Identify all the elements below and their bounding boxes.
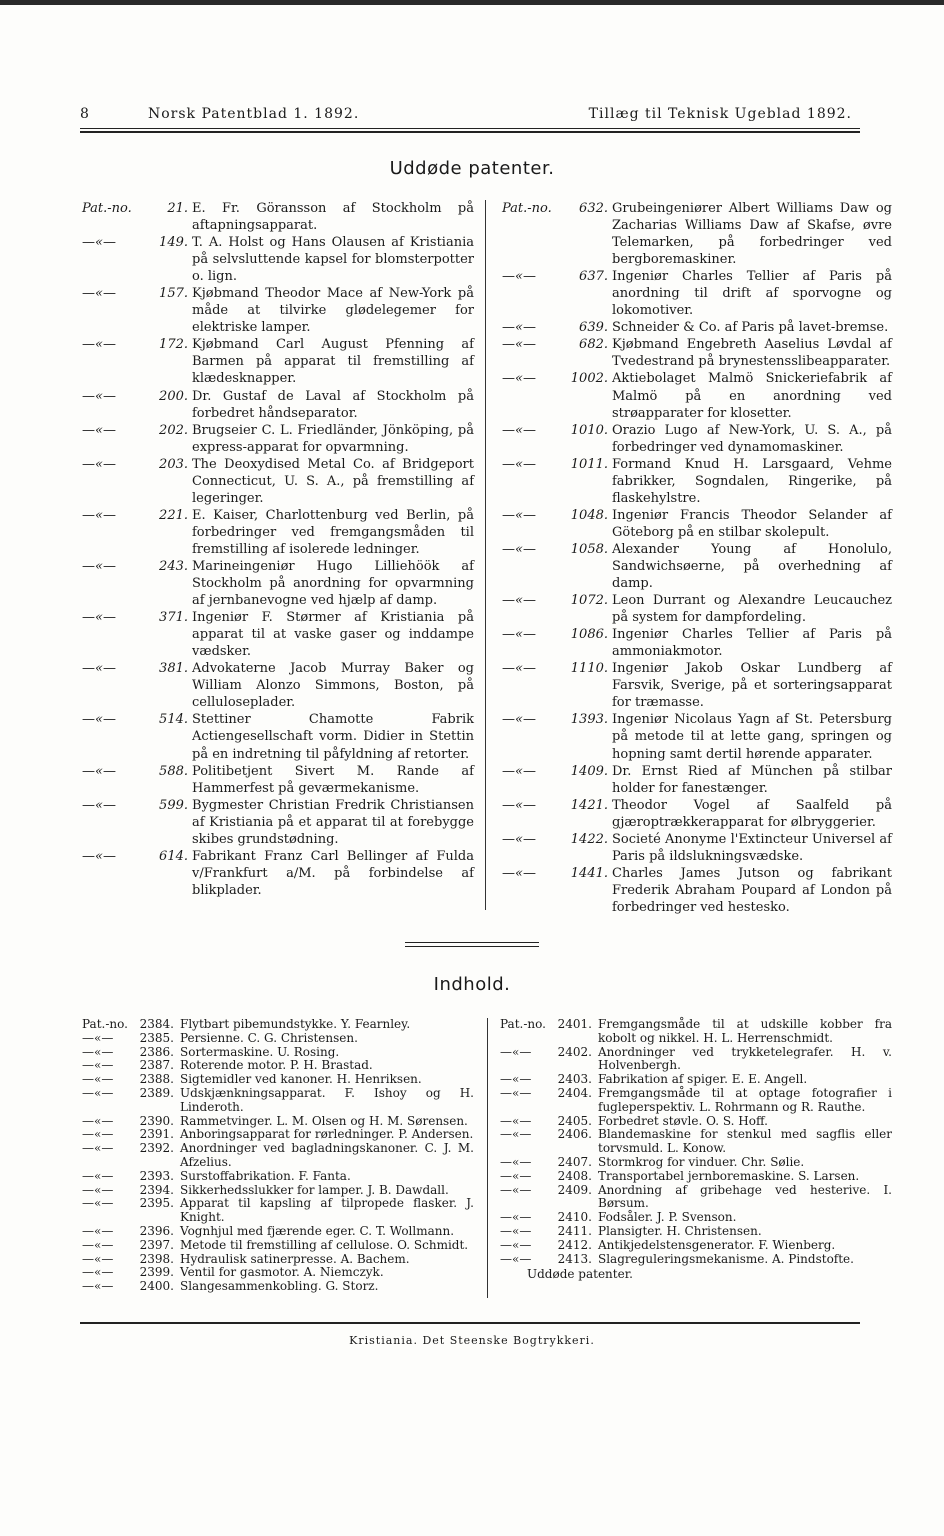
contents-entry-text: Anordning af gribehage ved hesterive. I. Børsum. xyxy=(598,1182,892,1211)
expired-patent-entry-label: Pat.-no. xyxy=(82,201,132,216)
expired-patent-entry-text: Ingeniør Francis Theodor Selander af Göteborg på en stilbar skolepult. xyxy=(612,507,892,540)
expired-patent-entry xyxy=(502,456,892,507)
contents-entry-label: —«— xyxy=(500,1251,532,1266)
expired-patent-entry-text: Theodor Vogel af Saalfeld på gjæroptrækkerapparat for ølbryggerier. xyxy=(612,797,892,830)
expired-patent-entry-label: —«— xyxy=(502,507,536,523)
contents-entry xyxy=(500,1115,892,1129)
expired-patent-entry xyxy=(502,422,892,456)
expired-patent-entry-label: —«— xyxy=(502,593,536,609)
contents-entry xyxy=(500,1253,892,1267)
expired-patent-entry-number: 172. xyxy=(159,337,188,353)
contents-entry-number: 2408. xyxy=(557,1168,592,1183)
contents-entry-number: 2404. xyxy=(557,1085,592,1100)
expired-patent-entry xyxy=(502,797,892,831)
contents-entry xyxy=(82,1087,474,1115)
contents-entry-label: —«— xyxy=(82,1072,114,1087)
expired-patent-entry-number: 203. xyxy=(159,456,188,472)
expired-patent-entry-label: Pat.-no. xyxy=(502,201,552,216)
contents-entry xyxy=(82,1018,474,1032)
expired-patent-entry-number: 202. xyxy=(159,422,188,438)
expired-patent-entry-text: Brugseier C. L. Friedländer, Jönköping, på express-apparat for opvarmning. xyxy=(192,422,474,455)
contents-entry-text: Surstoffabrikation. F. Fanta. xyxy=(180,1168,351,1183)
contents-entry-label: —«— xyxy=(82,1196,114,1211)
contents-entry xyxy=(82,1266,474,1280)
contents-entry-number: 2390. xyxy=(139,1113,174,1128)
expired-patent-entry xyxy=(82,848,474,899)
contents-entry xyxy=(82,1032,474,1046)
expired-patent-entry xyxy=(82,336,474,387)
expired-patent-entry xyxy=(502,831,892,865)
expired-patent-entry-label: —«— xyxy=(502,627,536,643)
expired-patent-entry-number: 1072. xyxy=(570,593,608,609)
expired-patent-entry-label: —«— xyxy=(82,763,116,779)
expired-patent-entry-label: —«— xyxy=(502,269,536,285)
expired-patent-entry xyxy=(502,200,892,268)
expired-patent-entry-number: 639. xyxy=(579,320,608,336)
contents-entry-text: Hydraulisk satinerpresse. A. Bachem. xyxy=(180,1251,410,1266)
contents-entry xyxy=(500,1073,892,1087)
contents-entry-number: 2401. xyxy=(557,1017,592,1031)
expired-patent-entry-number: 21. xyxy=(167,201,188,216)
contents-entry-text: Slagreguleringsmekanisme. A. Pindstofte. xyxy=(598,1251,854,1266)
expired-patent-entry xyxy=(82,609,474,660)
contents-entry xyxy=(82,1073,474,1087)
expired-patent-entry-text: Aktiebolaget Malmö Snickeriefabrik af Malmö på en anordning ved strøapparater for klosetter. xyxy=(612,371,892,421)
expired-patent-entry xyxy=(502,336,892,370)
expired-patent-entry xyxy=(502,541,892,592)
contents-entry-number: 2395. xyxy=(139,1196,174,1211)
expired-patent-entry-label: —«— xyxy=(502,661,536,677)
expired-patent-entry xyxy=(82,660,474,711)
expired-patent-entry-label: —«— xyxy=(82,661,116,677)
expired-patent-entry-number: 614. xyxy=(159,848,188,864)
contents-entry-label: —«— xyxy=(82,1127,114,1142)
expired-patent-entry-text: Stettiner Chamotte Fabrik Actiengesellschaft vorm. Didier in Stettin på en indretning til påfyldning af retorter. xyxy=(192,712,474,762)
contents-entry xyxy=(500,1018,892,1046)
contents-entry-text: Sortermaskine. U. Rosing. xyxy=(180,1044,340,1059)
expired-patent-entry xyxy=(82,285,474,336)
expired-patent-entry-label: —«— xyxy=(82,286,116,302)
expired-patent-entry-number: 200. xyxy=(159,388,188,404)
expired-patent-entry-text: Alexander Young af Honolulo, Sandwichsøerne, på overhedning af damp. xyxy=(612,541,892,592)
contents-entry-number: 2402. xyxy=(557,1044,592,1059)
expired-patent-entry-text: Kjøbmand Theodor Mace af New-York på måde at tilvirke glødelegemer for elektriske lamper. xyxy=(192,286,474,336)
contents-entry-text: Plansigter. H. Christensen. xyxy=(598,1223,762,1238)
contents-entry xyxy=(82,1128,474,1142)
expired-patent-entry-label: —«— xyxy=(502,337,536,353)
contents-entry-text: Antikjedelstensgenerator. F. Wienberg. xyxy=(598,1237,836,1252)
contents-entry-label: —«— xyxy=(500,1113,532,1128)
expired-patent-entry-label: —«— xyxy=(502,763,536,779)
expired-patent-entry-text: E. Kaiser, Charlottenburg ved Berlin, på forbedringer ved fremgangsmåden til fremstilling af isolerede ledninger. xyxy=(192,507,474,557)
expired-patent-entry-number: 243. xyxy=(159,558,188,574)
expired-patent-entry-number: 514. xyxy=(159,712,188,728)
expired-patent-entry xyxy=(82,388,474,422)
contents-entry-number: 2387. xyxy=(139,1058,174,1073)
top-edge-rule xyxy=(0,0,944,5)
contents-entry-label: —«— xyxy=(500,1210,532,1225)
contents-entry xyxy=(82,1115,474,1129)
expired-patents-left-column xyxy=(82,200,474,899)
expired-patent-entry-label: —«— xyxy=(82,337,116,353)
contents-entry-label: —«— xyxy=(82,1279,114,1294)
contents-entry-number: 2394. xyxy=(139,1182,174,1197)
expired-patent-entry xyxy=(82,797,474,848)
expired-patent-entry xyxy=(502,268,892,319)
contents-entry-text: Fabrikation af spiger. E. E. Angell. xyxy=(598,1072,808,1087)
contents-entry-label: Pat.-no. xyxy=(82,1017,128,1031)
expired-patent-entry-number: 1058. xyxy=(570,541,608,557)
expired-patent-entry xyxy=(502,319,892,336)
contents-entry xyxy=(500,1046,892,1074)
expired-patent-entry-number: 381. xyxy=(159,661,188,677)
expired-patent-entry xyxy=(502,711,892,762)
expired-patent-entry-label: —«— xyxy=(82,235,116,251)
footer-rule xyxy=(80,1322,860,1324)
expired-patent-entry-number: 371. xyxy=(159,610,188,626)
contents-entry-text: Flytbart pibemundstykke. Y. Fearnley. xyxy=(180,1017,411,1031)
contents-entry-label: —«— xyxy=(500,1085,532,1100)
contents-entry-number: 2407. xyxy=(557,1154,592,1169)
expired-patent-entry-label: —«— xyxy=(82,848,116,864)
contents-entry-label: —«— xyxy=(82,1113,114,1128)
expired-patent-entry-label: —«— xyxy=(82,507,116,523)
contents-entry xyxy=(500,1184,892,1212)
expired-patent-entry-text: Dr. Ernst Ried af München på stilbar holder for fanestænger. xyxy=(612,763,892,796)
contents-entry-number: 2393. xyxy=(139,1168,174,1183)
contents-entry-number: 2396. xyxy=(139,1223,174,1238)
section-divider-bottom xyxy=(405,946,539,947)
expired-patent-entry xyxy=(82,507,474,558)
expired-patent-entry-number: 1421. xyxy=(570,797,608,813)
contents-entry-number: 2410. xyxy=(557,1210,592,1225)
contents-entry-label: —«— xyxy=(82,1058,114,1073)
expired-patent-entry-text: Formand Knud H. Larsgaard, Vehme fabrikker, Sogndalen, Ringerike, på flaskehylstre. xyxy=(612,456,892,506)
contents-entry xyxy=(82,1046,474,1060)
contents-entry-text: Anordninger ved trykketelegrafer. H. v. Holvenbergh. xyxy=(598,1044,892,1073)
expired-patent-entry-label: —«— xyxy=(502,797,536,813)
contents-entry-number: 2405. xyxy=(557,1113,592,1128)
section-divider-top xyxy=(405,942,539,943)
contents-entry-number: 2400. xyxy=(139,1279,174,1294)
expired-patents-right-column xyxy=(502,200,892,916)
contents-entry xyxy=(500,1087,892,1115)
contents-entry-text: Metode til fremstilling af cellulose. O. Schmidt. xyxy=(180,1237,469,1252)
contents-entry-text: Transportabel jernboremaskine. S. Larsen. xyxy=(598,1168,860,1183)
contents-entry-number: 2406. xyxy=(557,1127,592,1142)
contents-entry-label: —«— xyxy=(500,1237,532,1252)
contents-entry-text: Vognhjul med fjærende eger. C. T. Wollmann. xyxy=(180,1223,455,1238)
expired-patent-entry-text: Ingeniør Nicolaus Yagn af St. Petersburg på metode til at lette gang, springen og hopning samt dertil hørende apparater. xyxy=(612,712,892,762)
expired-patent-entry-label: —«— xyxy=(82,797,116,813)
contents-heading: Indhold. xyxy=(433,974,511,995)
contents-entry-label: —«— xyxy=(500,1168,532,1183)
contents-entry-text: Stormkrog for vinduer. Chr. Sølie. xyxy=(598,1154,805,1169)
contents-entry xyxy=(82,1280,474,1294)
contents-entry xyxy=(500,1239,892,1253)
contents-entry-text: Blandemaskine for stenkul med sagflis eller torvsmuld. L. Konow. xyxy=(598,1127,892,1156)
expired-patent-entry xyxy=(82,422,474,456)
contents-entry-text: Udskjænkningsapparat. F. Ishoy og H. Linderoth. xyxy=(180,1085,474,1114)
contents-entry-number: 2399. xyxy=(139,1265,174,1280)
contents-entry-label: —«— xyxy=(500,1044,532,1059)
contents-entry-number: 2413. xyxy=(557,1251,592,1266)
expired-patent-entry-number: 1393. xyxy=(570,712,608,728)
expired-patent-entry-number: 1110. xyxy=(570,661,608,677)
contents-trailer: Uddøde patenter. xyxy=(527,1267,633,1282)
contents-entry xyxy=(82,1225,474,1239)
expired-patent-entry-text: Schneider & Co. af Paris på lavet-bremse. xyxy=(612,320,889,336)
expired-patent-entry-number: 157. xyxy=(159,286,188,302)
contents-entry-text: Apparat til kapsling af tilpropede flasker. J. Knight. xyxy=(180,1196,474,1225)
contents-entry xyxy=(82,1184,474,1198)
expired-patent-entry-label: —«— xyxy=(502,320,536,336)
contents-entry xyxy=(82,1170,474,1184)
contents-entry xyxy=(82,1059,474,1073)
contents-entry-label: —«— xyxy=(82,1030,114,1045)
contents-right-column xyxy=(500,1018,892,1282)
expired-patent-entry-number: 632. xyxy=(579,201,608,216)
expired-patent-entry xyxy=(502,592,892,626)
contents-entry-number: 2392. xyxy=(139,1141,174,1156)
expired-patent-entry xyxy=(82,763,474,797)
expired-patent-entry-text: Politibetjent Sivert M. Rande af Hammerfest på geværmekanisme. xyxy=(192,763,474,796)
expired-patent-entry-number: 1002. xyxy=(570,371,608,387)
contents-entry-text: Forbedret støvle. O. S. Hoff. xyxy=(598,1113,768,1128)
contents-entry-label: —«— xyxy=(82,1223,114,1238)
expired-patent-entry-number: 637. xyxy=(579,269,608,285)
contents-entry-label: —«— xyxy=(82,1168,114,1183)
contents-entry-label: Pat.-no. xyxy=(500,1017,546,1031)
expired-patent-entry-text: Kjøbmand Carl August Pfenning af Barmen på apparat til fremstilling af klædesknapper. xyxy=(192,337,474,387)
contents-entry-text: Anboringsapparat for rørledninger. P. Andersen. xyxy=(180,1127,474,1142)
expired-patent-entry xyxy=(502,626,892,660)
expired-patent-entry-label: —«— xyxy=(502,456,536,472)
contents-entry-text: Fodsåler. J. P. Svenson. xyxy=(598,1210,737,1225)
contents-entry-label: —«— xyxy=(500,1223,532,1238)
contents-entry xyxy=(82,1142,474,1170)
contents-entry xyxy=(82,1239,474,1253)
expired-patent-entry xyxy=(502,507,892,541)
expired-patent-entry-number: 221. xyxy=(159,507,188,523)
expired-patent-entry-text: Dr. Gustaf de Laval af Stockholm på forbedret håndseparator. xyxy=(192,388,474,421)
expired-patent-entry-number: 1010. xyxy=(570,422,608,438)
header-rule-bottom xyxy=(80,131,860,133)
contents-entry-text: Rammetvinger. L. M. Olsen og H. M. Sørensen. xyxy=(180,1113,468,1128)
contents-entry xyxy=(500,1170,892,1184)
contents-right-list xyxy=(500,1018,892,1266)
contents-entry-number: 2388. xyxy=(139,1072,174,1087)
expired-patent-entry-label: —«— xyxy=(82,422,116,438)
contents-entry-label: —«— xyxy=(82,1182,114,1197)
contents-left-column xyxy=(82,1018,474,1294)
column-divider xyxy=(485,200,486,910)
contents-entry-label: —«— xyxy=(500,1182,532,1197)
contents-entry-label: —«— xyxy=(500,1127,532,1142)
contents-entry-text: Fremgangsmåde til at udskille kobber fra kobolt og nikkel. H. L. Herrenschmidt. xyxy=(598,1017,892,1045)
expired-patent-entry xyxy=(82,456,474,507)
expired-patent-entry-text: Bygmester Christian Fredrik Christiansen af Kristiania på et apparat til at forebygge skibes grundstødning. xyxy=(192,797,474,847)
expired-patent-entry-label: —«— xyxy=(502,371,536,387)
expired-patent-entry-number: 1422. xyxy=(570,831,608,847)
expired-patent-entry xyxy=(502,660,892,711)
expired-patent-entry-label: —«— xyxy=(502,712,536,728)
contents-entry-label: —«— xyxy=(82,1085,114,1100)
contents-entry xyxy=(500,1156,892,1170)
expired-patent-entry-text: Grubeingeniører Albert Williams Daw og Zacharias Williams Daw af Skafse, øvre Telemarken, på forbedringer ved bergboremaskiner. xyxy=(612,201,892,268)
contents-entry-number: 2384. xyxy=(139,1017,174,1031)
page-number: 8 xyxy=(80,106,90,122)
expired-patents-heading: Uddøde patenter. xyxy=(389,158,555,179)
contents-entry-number: 2389. xyxy=(139,1085,174,1100)
contents-entry-label: —«— xyxy=(82,1251,114,1266)
expired-patent-entry-text: T. A. Holst og Hans Olausen af Kristiania på selvsluttende kapsel for blomsterpotter o. lign. xyxy=(192,235,474,285)
expired-patent-entry-text: Advokaterne Jacob Murray Baker og William Alonzo Simmons, Boston, på celluloseplader. xyxy=(192,661,474,711)
expired-patent-entry-label: —«— xyxy=(502,865,536,881)
contents-entry xyxy=(500,1211,892,1225)
contents-entry-label: —«— xyxy=(500,1072,532,1087)
expired-patent-entry-number: 588. xyxy=(159,763,188,779)
contents-entry-text: Anordninger ved bagladningskanoner. C. J. M. Afzelius. xyxy=(180,1141,474,1169)
contents-entry-label: —«— xyxy=(500,1154,532,1169)
contents-entry-text: Sigtemidler ved kanoner. H. Henriksen. xyxy=(180,1072,422,1087)
contents-entry-text: Sikkerhedsslukker for lamper. J. B. Dawdall. xyxy=(180,1182,449,1197)
contents-column-divider xyxy=(487,1018,488,1298)
expired-patent-entry-number: 682. xyxy=(579,337,608,353)
contents-entry-number: 2403. xyxy=(557,1072,592,1087)
expired-patent-entry-text: E. Fr. Göransson af Stockholm på aftapningsapparat. xyxy=(192,201,474,234)
expired-patent-entry-text: Kjøbmand Engebreth Aaselius Løvdal af Tvedestrand på brynestensslibeapparater. xyxy=(612,337,892,370)
expired-patent-entry-text: Ingeniør Charles Tellier af Paris på ammoniakmotor. xyxy=(612,627,892,660)
expired-patent-entry-number: 1409. xyxy=(570,763,608,779)
expired-patent-entry xyxy=(82,200,474,234)
contents-entry-text: Slangesammenkobling. G. Storz. xyxy=(180,1279,379,1294)
contents-entry-number: 2386. xyxy=(139,1044,174,1059)
expired-patent-entry xyxy=(502,370,892,421)
contents-entry xyxy=(82,1197,474,1225)
expired-patent-entry-text: Orazio Lugo af New-York, U. S. A., på forbedringer ved dynamomaskiner. xyxy=(612,422,892,455)
publication-title: Norsk Patentblad 1. 1892. xyxy=(148,106,360,122)
expired-patent-entry-label: —«— xyxy=(82,388,116,404)
contents-entry-label: —«— xyxy=(82,1237,114,1252)
expired-patent-entry-text: Ingeniør F. Størmer af Kristiania på apparat til at vaske gaser og inddampe vædsker. xyxy=(192,610,474,660)
expired-patent-entry-text: The Deoxydised Metal Co. af Bridgeport Connecticut, U. S. A., på fremstilling af legeringer. xyxy=(192,456,474,506)
expired-patent-entry-label: —«— xyxy=(502,541,536,557)
expired-patent-entry-number: 1011. xyxy=(570,456,608,472)
contents-entry-text: Fremgangsmåde til at optage fotografier i fugleperspektiv. L. Rohrmann og R. Rauthe. xyxy=(598,1085,892,1114)
printer-imprint: Kristiania. Det Steenske Bogtrykkeri. xyxy=(349,1334,595,1347)
expired-patent-entry-text: Charles James Jutson og fabrikant Frederik Abraham Poupard af London på forbedringer ved hestesko. xyxy=(612,865,892,915)
contents-entry xyxy=(500,1128,892,1156)
contents-entry-label: —«— xyxy=(82,1141,114,1156)
expired-patent-entry-label: —«— xyxy=(82,610,116,626)
expired-patent-entry-number: 1048. xyxy=(570,507,608,523)
expired-patent-entry-text: Ingeniør Charles Tellier af Paris på anordning til drift af sporvogne og lokomotiver. xyxy=(612,269,892,319)
expired-patent-entry-text: Fabrikant Franz Carl Bellinger af Fulda v/Frankfurt a/M. på forbindelse af blikplader. xyxy=(192,848,474,898)
contents-entry-text: Roterende motor. P. H. Brastad. xyxy=(180,1058,373,1073)
contents-entry xyxy=(82,1253,474,1267)
expired-patent-entry-text: Leon Durrant og Alexandre Leucauchez på system for dampfordeling. xyxy=(612,593,892,626)
contents-entry-number: 2411. xyxy=(557,1223,592,1238)
expired-patent-entry-label: —«— xyxy=(82,712,116,728)
expired-patent-entry-number: 1086. xyxy=(570,627,608,643)
supplement-title: Tillæg til Teknisk Ugeblad 1892. xyxy=(588,106,852,122)
contents-entry-number: 2409. xyxy=(557,1182,592,1197)
contents-entry-number: 2398. xyxy=(139,1251,174,1266)
header-rule-top xyxy=(80,128,860,129)
expired-patent-entry-number: 599. xyxy=(159,797,188,813)
contents-entry-text: Ventil for gasmotor. A. Niemczyk. xyxy=(180,1265,384,1280)
expired-patent-entry-label: —«— xyxy=(82,558,116,574)
expired-patent-entry-number: 1441. xyxy=(570,865,608,881)
expired-patent-entry-label: —«— xyxy=(502,422,536,438)
expired-patent-entry xyxy=(82,711,474,762)
contents-entry-number: 2412. xyxy=(557,1237,592,1252)
contents-entry-text: Persienne. C. G. Christensen. xyxy=(180,1030,358,1045)
contents-entry-label: —«— xyxy=(82,1265,114,1280)
contents-entry-label: —«— xyxy=(82,1044,114,1059)
expired-patent-entry-label: —«— xyxy=(502,831,536,847)
expired-patent-entry xyxy=(502,763,892,797)
expired-patent-entry-number: 149. xyxy=(159,235,188,251)
expired-patent-entry xyxy=(82,558,474,609)
contents-entry xyxy=(500,1225,892,1239)
contents-entry-number: 2385. xyxy=(139,1030,174,1045)
expired-patent-entry-text: Societé Anonyme l'Extincteur Universel af Paris på ildslukningsvædske. xyxy=(612,831,892,864)
expired-patent-entry-text: Ingeniør Jakob Oskar Lundberg af Farsvik, Sverige, på et sorteringsapparat for træmasse. xyxy=(612,661,892,711)
contents-entry-number: 2391. xyxy=(139,1127,174,1142)
expired-patent-entry-label: —«— xyxy=(82,456,116,472)
expired-patent-entry xyxy=(502,865,892,916)
contents-entry-number: 2397. xyxy=(139,1237,174,1252)
expired-patent-entry xyxy=(82,234,474,285)
expired-patent-entry-text: Marineingeniør Hugo Lilliehöök af Stockholm på anordning for opvarmning af jernbanevogne ved hjælp af damp. xyxy=(192,558,474,609)
